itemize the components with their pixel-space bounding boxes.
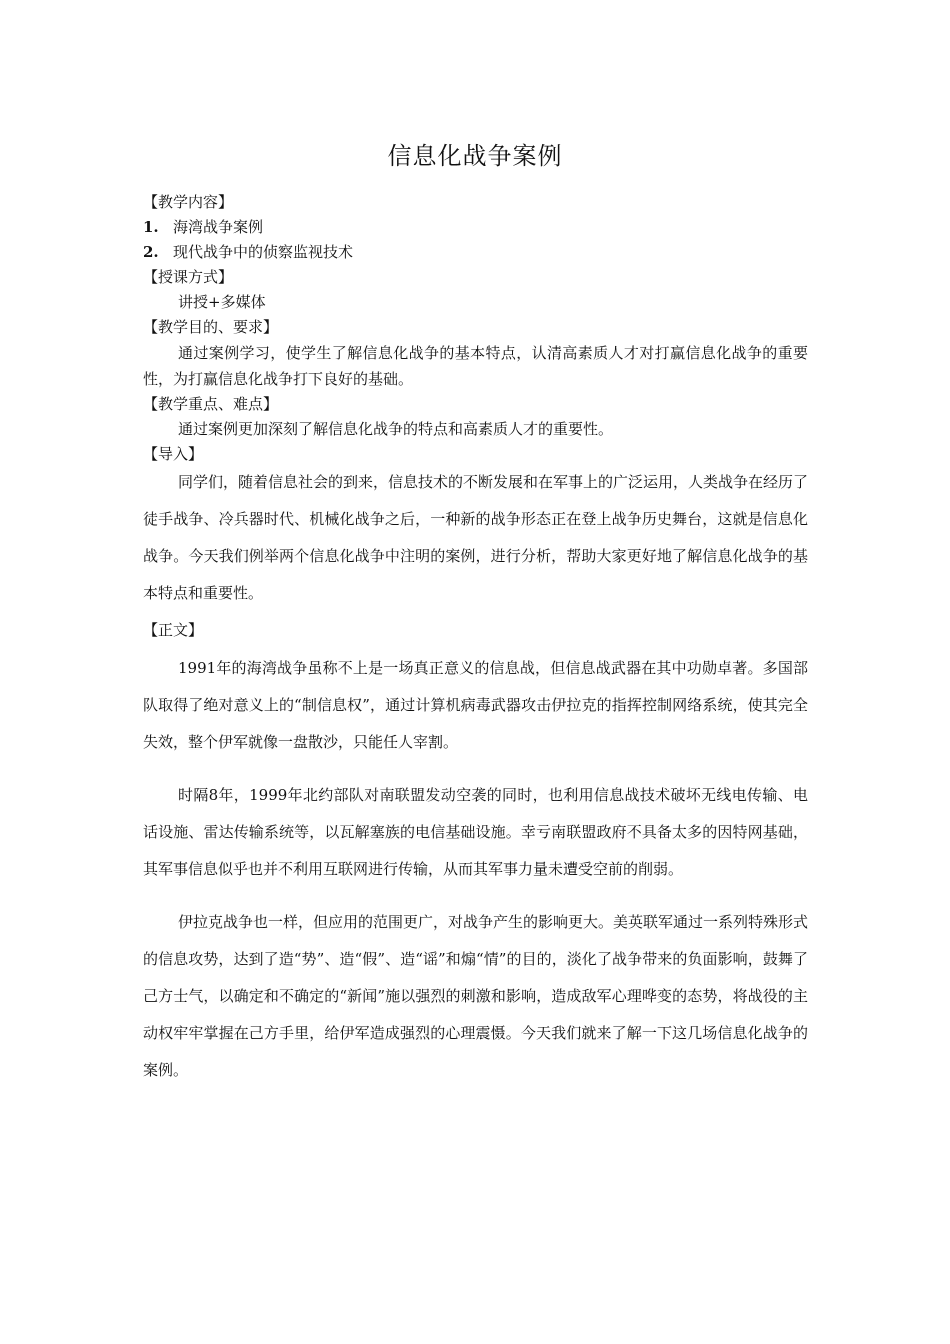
content-item-1 [143, 215, 808, 240]
document-title-text: 信息化战争案例 [387, 142, 563, 170]
method-heading: 【授课方式】 [143, 268, 234, 286]
method-text: 讲授+多媒体 [178, 293, 266, 311]
content-heading: 【教学内容】 [143, 193, 234, 211]
intro-text: 同学们，随着信息社会的到来，信息技术的不断发展和在军事上的广泛运用，人类战争在经历了徒手战争、冷兵器时代、机械化战争之后，一种新的战争形态正在登上战争历史舞台，这就是信息化战争。今天我们例举两个信息化战争中注明的案例，进行分析，帮助大家更好地了解信息化战争的基本特点和重要性。 [143, 473, 809, 602]
body-paragraph-2: 时隔8年，1999年北约部队对南联盟发动空袭的同时，也利用信息战技术破坏无线电传输、电话设施、雷达传输系统等，以瓦解塞族的电信基础设施。幸亏南联盟政府不具备太多的因特网基础，其军事信息似乎也并不利用互联网进行传输，从而其军事力量未遭受空前的削弱。 [143, 786, 808, 878]
content-item-text: 海湾战争案例 [173, 218, 264, 236]
goal-heading: 【教学目的、要求】 [143, 318, 279, 336]
content-item-2 [143, 240, 808, 265]
intro-heading: 【导入】 [143, 445, 204, 463]
body-paragraph-3: 伊拉克战争也一样，但应用的范围更广，对战争产生的影响更大。美英联军通过一系列特殊形式的信息攻势，达到了造“势”、造“假”、造“谣”和煽“情”的目的，淡化了战争带来的负面影响，鼓舞了己方士气，以确定和不确定的“新闻”施以强烈的刺激和影响，造成敌军心理哗变的态势，将战役的主动权牢牢掌握在己方手里，给伊军造成强烈的心理震慑。今天我们就来了解一下这几场信息化战争的案例。 [143, 913, 809, 1079]
body-heading: 【正文】 [143, 621, 204, 639]
lesson-info-section [143, 190, 808, 467]
content-item-number: 1. [143, 218, 159, 236]
focus-text: 通过案例更加深刻了解信息化战争的特点和高素质人才的重要性。 [178, 420, 614, 438]
document-title [0, 136, 950, 171]
body-section [143, 650, 808, 1105]
goal-text: 通过案例学习，使学生了解信息化战争的基本特点，认清高素质人才对打赢信息化战争的重要性，为打赢信息化战争打下良好的基础。 [143, 344, 808, 388]
body-paragraph-1: 1991年的海湾战争虽称不上是一场真正意义的信息战，但信息战武器在其中功勋卓著。多国部队取得了绝对意义上的“制信息权”，通过计算机病毒武器攻击伊拉克的指挥控制网络系统，使其完全失效，整个伊军就像一盘散沙，只能任人宰割。 [143, 659, 808, 751]
content-item-number: 2. [143, 243, 159, 261]
focus-heading: 【教学重点、难点】 [143, 395, 279, 413]
content-item-text: 现代战争中的侦察监视技术 [173, 243, 354, 261]
intro-section [143, 464, 808, 649]
